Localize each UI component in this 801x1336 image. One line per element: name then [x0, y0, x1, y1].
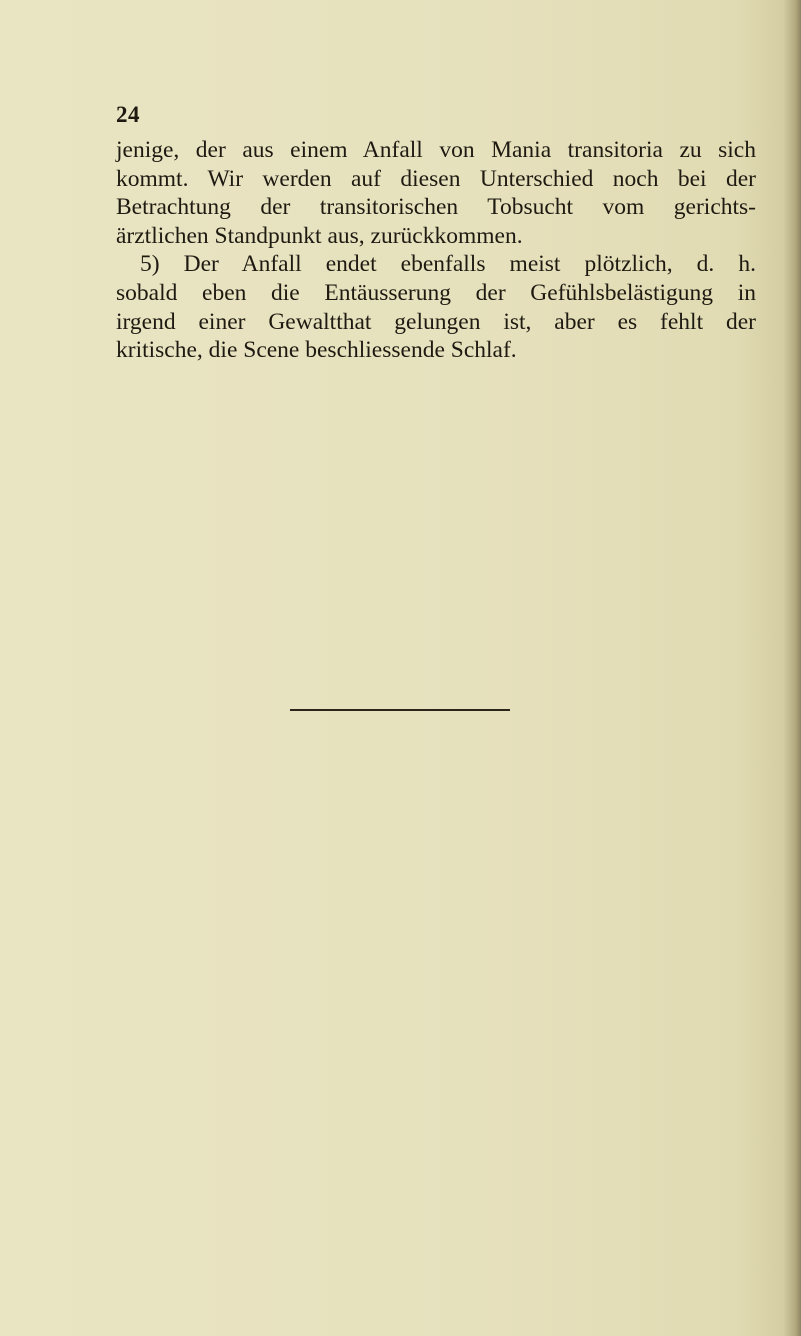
text-line: Betrachtung der transitorischen Tobsucht vom gerichts- — [116, 194, 756, 221]
text-line: ärztlichen Standpunkt aus, zurückkommen. — [116, 222, 523, 249]
text-line: kritische, die Scene beschliessende Schlaf. — [116, 337, 517, 364]
text-line: kommt. Wir werden auf diesen Unterschied noch bei der — [116, 165, 756, 192]
text-line: sobald eben die Entäusserung der Gefühlsbelästigung in — [116, 279, 756, 306]
body-text — [116, 136, 756, 365]
text-line: jenige, der aus einem Anfall von Mania transitoria zu sich — [116, 137, 756, 163]
text-line: irgend einer Gewaltthat gelungen ist, aber es fehlt der — [116, 308, 756, 335]
text-line: 5) Der Anfall endet ebenfalls meist plötzlich, d. h. — [140, 251, 756, 278]
page-edge-shadow — [783, 0, 801, 1336]
section-rule — [290, 709, 510, 711]
paragraph-1 — [116, 136, 756, 250]
paragraph-2 — [116, 250, 756, 364]
page-number: 24 — [116, 102, 140, 127]
